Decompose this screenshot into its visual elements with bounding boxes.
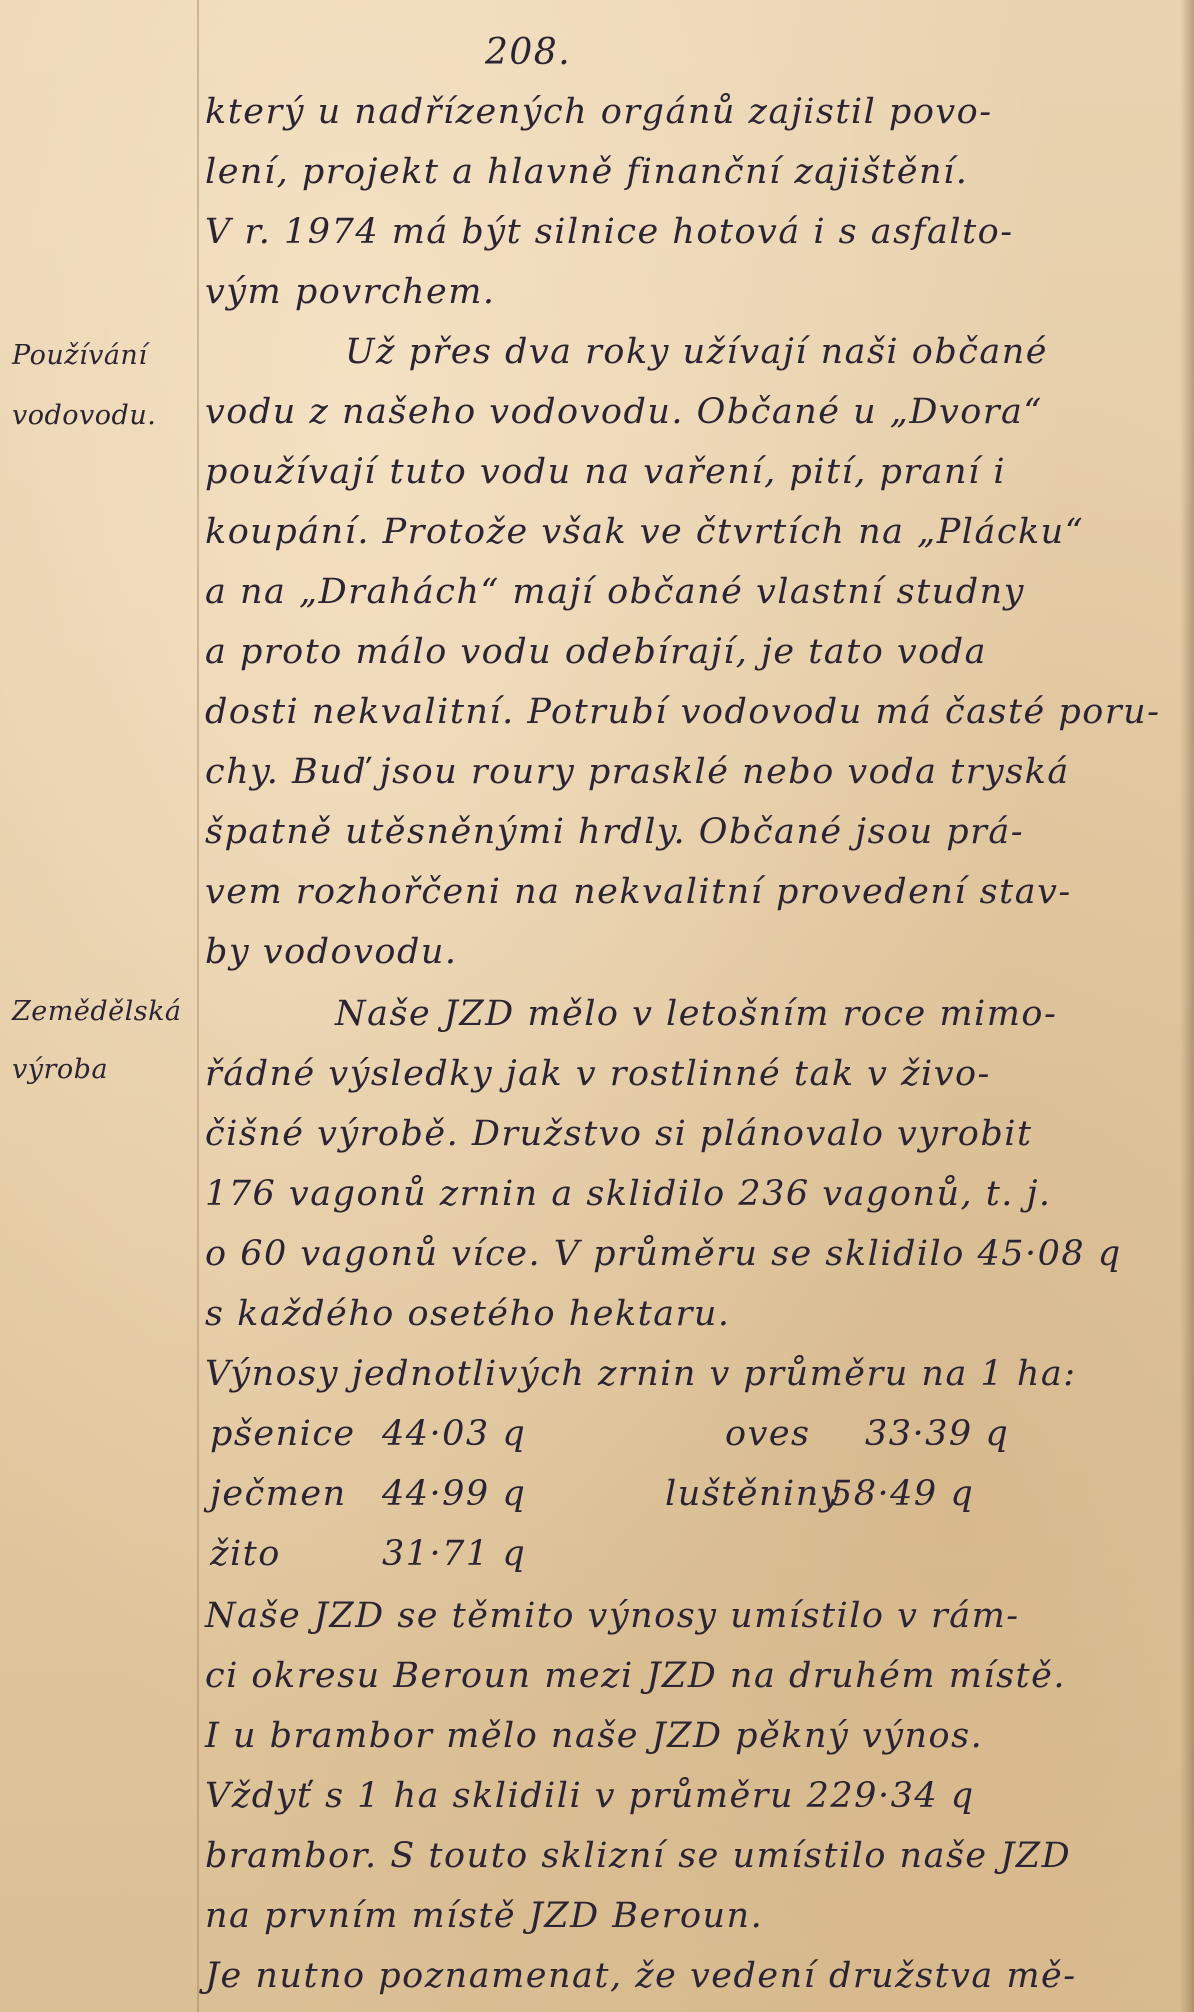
text-line: brambor. S touto sklizní se umístilo naše JZD <box>205 1836 1072 1876</box>
text-line: řádné výsledky jak v rostlinné tak v živo- <box>205 1054 991 1094</box>
text-line: lení, projekt a hlavně finanční zajištění. <box>205 152 969 192</box>
margin-note-2: vodovodu. <box>12 400 157 431</box>
margin-note-1: Používání <box>12 340 148 371</box>
text-line: špatně utěsněnými hrdly. Občané jsou prá- <box>205 812 1025 852</box>
text-line: a na „Drahách“ mají občané vlastní studny <box>205 572 1025 612</box>
text-line: používají tuto vodu na vaření, pití, praní i <box>205 452 1007 492</box>
margin-note-3: Zemědělská <box>12 996 182 1027</box>
page-number: 208. <box>485 32 572 73</box>
text-line: Naše JZD se těmito výnosy umístilo v rám- <box>205 1596 1020 1636</box>
text-line: koupání. Protože však ve čtvrtích na „Plácku“ <box>205 512 1085 552</box>
yield-value: 31·71 q <box>382 1534 527 1574</box>
text-line: chy. Buď jsou roury prasklé nebo voda tryská <box>205 752 1070 792</box>
yield-value: 44·99 q <box>382 1474 527 1514</box>
text-line: Vždyť s 1 ha sklidili v průměru 229·34 q <box>205 1776 975 1816</box>
margin-rule <box>197 0 199 2012</box>
text-line: I u brambor mělo naše JZD pěkný výnos. <box>205 1716 984 1756</box>
text-line: Je nutno poznamenat, že vedení družstva mě- <box>205 1956 1077 1996</box>
yield-value: 44·03 q <box>382 1414 527 1454</box>
yield-value: 33·39 q <box>865 1414 1010 1454</box>
text-line: ci okresu Beroun mezi JZD na druhém místě. <box>205 1656 1066 1696</box>
text-line: V r. 1974 má být silnice hotová i s asfalto- <box>205 212 1014 252</box>
text-line: vodu z našeho vodovodu. Občané u „Dvora“ <box>205 392 1043 432</box>
text-line: čišné výrobě. Družstvo si plánovalo vyrobit <box>205 1114 1033 1154</box>
text-line: by vodovodu. <box>205 932 458 972</box>
yield-crop: oves <box>725 1414 811 1454</box>
yield-crop: luštěniny <box>665 1474 842 1514</box>
yield-crop: pšenice <box>210 1414 356 1454</box>
text-line: Výnosy jednotlivých zrnin v průměru na 1 ha: <box>205 1354 1077 1394</box>
yield-crop: ječmen <box>210 1474 347 1514</box>
text-line: a proto málo vodu odebírají, je tato voda <box>205 632 988 672</box>
text-line: s každého osetého hektaru. <box>205 1294 731 1334</box>
margin-note-4: výroba <box>12 1054 109 1085</box>
text-line: na prvním místě JZD Beroun. <box>205 1896 764 1936</box>
text-line: dosti nekvalitní. Potrubí vodovodu má časté poru- <box>205 692 1161 732</box>
text-line: který u nadřízených orgánů zajistil povo- <box>205 92 993 132</box>
yield-crop: žito <box>210 1534 281 1574</box>
page-edge-shadow <box>1180 0 1194 2012</box>
text-line: Naše JZD mělo v letošním roce mimo- <box>335 994 1058 1034</box>
text-line: vem rozhořčeni na nekvalitní provedení stav- <box>205 872 1072 912</box>
text-line: Už přes dva roky užívají naši občané <box>345 332 1048 372</box>
text-line: vým povrchem. <box>205 272 496 312</box>
text-line: 176 vagonů zrnin a sklidilo 236 vagonů, t. j. <box>205 1174 1052 1214</box>
yield-value: 58·49 q <box>830 1474 975 1514</box>
text-line: o 60 vagonů více. V průměru se sklidilo 45·08 q <box>205 1234 1122 1274</box>
